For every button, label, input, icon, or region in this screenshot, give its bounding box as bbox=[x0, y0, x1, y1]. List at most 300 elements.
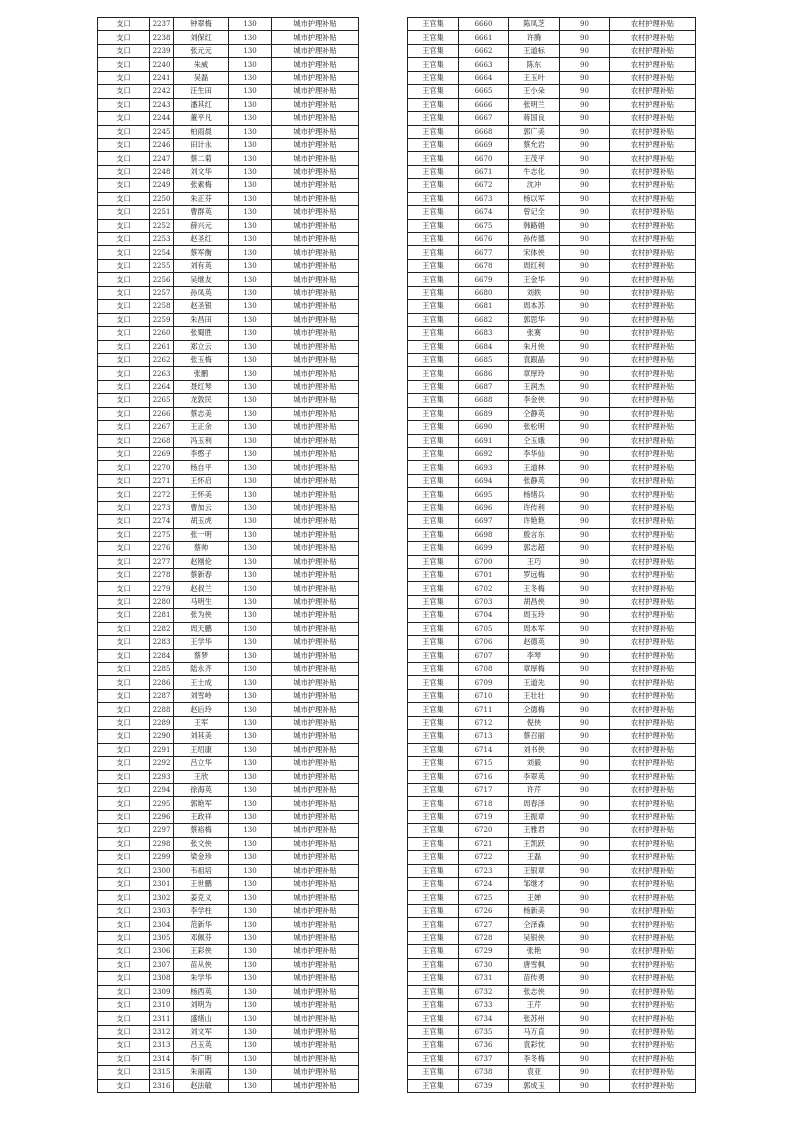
village-cell: 王官集 bbox=[408, 152, 459, 165]
serial-number-cell: 2310 bbox=[150, 998, 174, 1011]
amount-cell: 130 bbox=[229, 824, 272, 837]
amount-cell: 130 bbox=[229, 206, 272, 219]
amount-cell: 130 bbox=[229, 945, 272, 958]
table-row bbox=[98, 972, 359, 985]
subsidy-type-cell: 农村护理补贴 bbox=[610, 394, 696, 407]
village-cell: 支口 bbox=[98, 582, 150, 595]
name-cell: 朱丽霞 bbox=[174, 1066, 229, 1079]
subsidy-type-cell: 农村护理补贴 bbox=[610, 891, 696, 904]
subsidy-type-cell: 农村护理补贴 bbox=[610, 259, 696, 272]
subsidy-type-cell: 城市护理补贴 bbox=[272, 273, 359, 286]
amount-cell: 90 bbox=[560, 394, 610, 407]
subsidy-type-cell: 城市护理补贴 bbox=[272, 730, 359, 743]
subsidy-type-cell: 农村护理补贴 bbox=[610, 125, 696, 138]
subsidy-type-cell: 农村护理补贴 bbox=[610, 864, 696, 877]
table-row bbox=[98, 327, 359, 340]
name-cell: 马万直 bbox=[509, 1025, 560, 1038]
amount-cell: 90 bbox=[560, 421, 610, 434]
name-cell: 许艳艳 bbox=[509, 515, 560, 528]
amount-cell: 130 bbox=[229, 1039, 272, 1052]
name-cell: 陈凤芝 bbox=[509, 18, 560, 31]
subsidy-type-cell: 城市护理补贴 bbox=[272, 878, 359, 891]
serial-number-cell: 2315 bbox=[150, 1066, 174, 1079]
table-row bbox=[98, 58, 359, 71]
village-cell: 王官集 bbox=[408, 407, 459, 420]
serial-number-cell: 2299 bbox=[150, 851, 174, 864]
village-cell: 支口 bbox=[98, 1025, 150, 1038]
name-cell: 王振章 bbox=[509, 810, 560, 823]
amount-cell: 130 bbox=[229, 1025, 272, 1038]
amount-cell: 90 bbox=[560, 985, 610, 998]
village-cell: 王官集 bbox=[408, 300, 459, 313]
village-cell: 王官集 bbox=[408, 622, 459, 635]
village-cell: 王官集 bbox=[408, 44, 459, 57]
subsidy-type-cell: 城市护理补贴 bbox=[272, 501, 359, 514]
subsidy-type-cell: 农村护理补贴 bbox=[610, 730, 696, 743]
subsidy-type-cell: 城市护理补贴 bbox=[272, 582, 359, 595]
subsidy-type-cell: 城市护理补贴 bbox=[272, 1025, 359, 1038]
table-row bbox=[98, 273, 359, 286]
subsidy-type-cell: 农村护理补贴 bbox=[610, 1066, 696, 1079]
amount-cell: 90 bbox=[560, 730, 610, 743]
subsidy-type-cell: 城市护理补贴 bbox=[272, 138, 359, 151]
amount-cell: 130 bbox=[229, 340, 272, 353]
subsidy-type-cell: 农村护理补贴 bbox=[610, 58, 696, 71]
name-cell: 赵圣银 bbox=[174, 300, 229, 313]
village-cell: 支口 bbox=[98, 206, 150, 219]
subsidy-type-cell: 城市护理补贴 bbox=[272, 945, 359, 958]
amount-cell: 90 bbox=[560, 891, 610, 904]
village-cell: 支口 bbox=[98, 165, 150, 178]
amount-cell: 130 bbox=[229, 44, 272, 57]
name-cell: 周玉玲 bbox=[509, 609, 560, 622]
name-cell: 张苏州 bbox=[509, 1012, 560, 1025]
name-cell: 王雅君 bbox=[509, 824, 560, 837]
serial-number-cell: 2288 bbox=[150, 703, 174, 716]
table-row bbox=[408, 300, 696, 313]
village-cell: 王官集 bbox=[408, 165, 459, 178]
name-cell: 刘毅 bbox=[509, 757, 560, 770]
serial-number-cell: 6681 bbox=[459, 300, 509, 313]
subsidy-type-cell: 城市护理补贴 bbox=[272, 958, 359, 971]
name-cell: 张赛 bbox=[509, 327, 560, 340]
table-row bbox=[408, 636, 696, 649]
table-row bbox=[98, 837, 359, 850]
name-cell: 沈冲 bbox=[509, 179, 560, 192]
table-row bbox=[408, 515, 696, 528]
table-row bbox=[98, 542, 359, 555]
name-cell: 赵刚伦 bbox=[174, 555, 229, 568]
name-cell: 蒋国良 bbox=[509, 112, 560, 125]
village-cell: 支口 bbox=[98, 797, 150, 810]
table-row bbox=[98, 112, 359, 125]
subsidy-type-cell: 城市护理补贴 bbox=[272, 327, 359, 340]
serial-number-cell: 2303 bbox=[150, 904, 174, 917]
table-row bbox=[98, 138, 359, 151]
subsidy-type-cell: 城市护理补贴 bbox=[272, 259, 359, 272]
amount-cell: 130 bbox=[229, 394, 272, 407]
name-cell: 张为侠 bbox=[174, 609, 229, 622]
amount-cell: 130 bbox=[229, 152, 272, 165]
village-cell: 支口 bbox=[98, 985, 150, 998]
name-cell: 吴磊 bbox=[174, 71, 229, 84]
serial-number-cell: 2298 bbox=[150, 837, 174, 850]
subsidy-type-cell: 农村护理补贴 bbox=[610, 313, 696, 326]
name-cell: 张鹏 bbox=[174, 367, 229, 380]
table-row bbox=[98, 515, 359, 528]
table-row bbox=[98, 743, 359, 756]
serial-number-cell: 6690 bbox=[459, 421, 509, 434]
name-cell: 王金华 bbox=[509, 273, 560, 286]
table-row bbox=[98, 649, 359, 662]
name-cell: 章厚梅 bbox=[509, 663, 560, 676]
subsidy-type-cell: 农村护理补贴 bbox=[610, 609, 696, 622]
amount-cell: 90 bbox=[560, 1079, 610, 1092]
name-cell: 王政祥 bbox=[174, 810, 229, 823]
serial-number-cell: 6706 bbox=[459, 636, 509, 649]
name-cell: 赵圣红 bbox=[174, 233, 229, 246]
table-row bbox=[408, 1066, 696, 1079]
subsidy-type-cell: 城市护理补贴 bbox=[272, 743, 359, 756]
table-row bbox=[98, 233, 359, 246]
amount-cell: 130 bbox=[229, 609, 272, 622]
name-cell: 袁跟晶 bbox=[509, 353, 560, 366]
table-row bbox=[98, 703, 359, 716]
table-row bbox=[408, 945, 696, 958]
village-cell: 王官集 bbox=[408, 219, 459, 232]
subsidy-type-cell: 农村护理补贴 bbox=[610, 528, 696, 541]
serial-number-cell: 6685 bbox=[459, 353, 509, 366]
village-cell: 支口 bbox=[98, 219, 150, 232]
table-row bbox=[408, 931, 696, 944]
name-cell: 张艳 bbox=[509, 945, 560, 958]
village-cell: 王官集 bbox=[408, 488, 459, 501]
amount-cell: 130 bbox=[229, 730, 272, 743]
subsidy-type-cell: 农村护理补贴 bbox=[610, 246, 696, 259]
amount-cell: 90 bbox=[560, 125, 610, 138]
amount-cell: 130 bbox=[229, 528, 272, 541]
serial-number-cell: 6727 bbox=[459, 918, 509, 931]
serial-number-cell: 6662 bbox=[459, 44, 509, 57]
subsidy-type-cell: 农村护理补贴 bbox=[610, 1039, 696, 1052]
table-row bbox=[408, 998, 696, 1011]
amount-cell: 130 bbox=[229, 367, 272, 380]
subsidy-type-cell: 农村护理补贴 bbox=[610, 1052, 696, 1065]
subsidy-type-cell: 城市护理补贴 bbox=[272, 689, 359, 702]
subsidy-type-cell: 城市护理补贴 bbox=[272, 797, 359, 810]
serial-number-cell: 2305 bbox=[150, 931, 174, 944]
amount-cell: 130 bbox=[229, 904, 272, 917]
name-cell: 蔡军衡 bbox=[174, 246, 229, 259]
table-row bbox=[408, 488, 696, 501]
table-row bbox=[98, 1025, 359, 1038]
village-cell: 王官集 bbox=[408, 179, 459, 192]
name-cell: 张一明 bbox=[174, 528, 229, 541]
subsidy-type-cell: 城市护理补贴 bbox=[272, 918, 359, 931]
table-row bbox=[98, 958, 359, 971]
serial-number-cell: 6679 bbox=[459, 273, 509, 286]
subsidy-type-cell: 城市护理补贴 bbox=[272, 1079, 359, 1092]
subsidy-type-cell: 农村护理补贴 bbox=[610, 622, 696, 635]
name-cell: 郑立云 bbox=[174, 340, 229, 353]
name-cell: 王润杰 bbox=[509, 380, 560, 393]
table-body-left bbox=[98, 18, 359, 1093]
amount-cell: 130 bbox=[229, 931, 272, 944]
serial-number-cell: 2263 bbox=[150, 367, 174, 380]
amount-cell: 90 bbox=[560, 1052, 610, 1065]
subsidy-type-cell: 城市护理补贴 bbox=[272, 904, 359, 917]
name-cell: 许传利 bbox=[509, 501, 560, 514]
name-cell: 王冬梅 bbox=[509, 582, 560, 595]
village-cell: 支口 bbox=[98, 327, 150, 340]
table-row bbox=[408, 179, 696, 192]
serial-number-cell: 6683 bbox=[459, 327, 509, 340]
amount-cell: 130 bbox=[229, 542, 272, 555]
table-row bbox=[408, 165, 696, 178]
serial-number-cell: 2275 bbox=[150, 528, 174, 541]
amount-cell: 130 bbox=[229, 998, 272, 1011]
amount-cell: 90 bbox=[560, 716, 610, 729]
village-cell: 支口 bbox=[98, 810, 150, 823]
serial-number-cell: 2253 bbox=[150, 233, 174, 246]
amount-cell: 130 bbox=[229, 138, 272, 151]
subsidy-type-cell: 城市护理补贴 bbox=[272, 636, 359, 649]
table-row bbox=[98, 609, 359, 622]
name-cell: 王小朵 bbox=[509, 85, 560, 98]
serial-number-cell: 6702 bbox=[459, 582, 509, 595]
table-row bbox=[98, 259, 359, 272]
amount-cell: 130 bbox=[229, 313, 272, 326]
subsidy-type-cell: 农村护理补贴 bbox=[610, 434, 696, 447]
name-cell: 仝玉娥 bbox=[509, 434, 560, 447]
table-row bbox=[98, 98, 359, 111]
subsidy-type-cell: 农村护理补贴 bbox=[610, 286, 696, 299]
name-cell: 张素梅 bbox=[174, 179, 229, 192]
village-cell: 王官集 bbox=[408, 649, 459, 662]
amount-cell: 90 bbox=[560, 246, 610, 259]
table-row bbox=[98, 851, 359, 864]
serial-number-cell: 2296 bbox=[150, 810, 174, 823]
serial-number-cell: 6669 bbox=[459, 138, 509, 151]
amount-cell: 90 bbox=[560, 44, 610, 57]
table-row bbox=[98, 783, 359, 796]
amount-cell: 130 bbox=[229, 716, 272, 729]
subsidy-type-cell: 城市护理补贴 bbox=[272, 972, 359, 985]
village-cell: 支口 bbox=[98, 918, 150, 931]
serial-number-cell: 2278 bbox=[150, 568, 174, 581]
amount-cell: 90 bbox=[560, 998, 610, 1011]
village-cell: 王官集 bbox=[408, 367, 459, 380]
table-row bbox=[98, 716, 359, 729]
serial-number-cell: 6697 bbox=[459, 515, 509, 528]
village-cell: 王官集 bbox=[408, 797, 459, 810]
amount-cell: 130 bbox=[229, 555, 272, 568]
amount-cell: 90 bbox=[560, 783, 610, 796]
table-row bbox=[408, 1025, 696, 1038]
table-row bbox=[408, 985, 696, 998]
table-row bbox=[408, 783, 696, 796]
amount-cell: 90 bbox=[560, 327, 610, 340]
table-row bbox=[408, 434, 696, 447]
amount-cell: 90 bbox=[560, 31, 610, 44]
serial-number-cell: 6716 bbox=[459, 770, 509, 783]
table-row bbox=[98, 797, 359, 810]
table-body-right bbox=[408, 18, 696, 1093]
subsidy-type-cell: 城市护理补贴 bbox=[272, 407, 359, 420]
village-cell: 王官集 bbox=[408, 595, 459, 608]
name-cell: 刘雪岭 bbox=[174, 689, 229, 702]
amount-cell: 130 bbox=[229, 582, 272, 595]
table-row bbox=[98, 501, 359, 514]
serial-number-cell: 2284 bbox=[150, 649, 174, 662]
village-cell: 支口 bbox=[98, 98, 150, 111]
serial-number-cell: 2276 bbox=[150, 542, 174, 555]
village-cell: 支口 bbox=[98, 891, 150, 904]
serial-number-cell: 2292 bbox=[150, 757, 174, 770]
subsidy-type-cell: 农村护理补贴 bbox=[610, 851, 696, 864]
table-row bbox=[98, 461, 359, 474]
serial-number-cell: 6712 bbox=[459, 716, 509, 729]
table-row bbox=[98, 931, 359, 944]
table-row bbox=[98, 353, 359, 366]
name-cell: 曹加云 bbox=[174, 501, 229, 514]
name-cell: 李憨子 bbox=[174, 448, 229, 461]
serial-number-cell: 2267 bbox=[150, 421, 174, 434]
subsidy-type-cell: 农村护理补贴 bbox=[610, 421, 696, 434]
village-cell: 支口 bbox=[98, 273, 150, 286]
serial-number-cell: 2238 bbox=[150, 31, 174, 44]
village-cell: 王官集 bbox=[408, 1025, 459, 1038]
name-cell: 朱威 bbox=[174, 58, 229, 71]
village-cell: 支口 bbox=[98, 622, 150, 635]
name-cell: 王军 bbox=[174, 716, 229, 729]
name-cell: 张明兰 bbox=[509, 98, 560, 111]
table-row bbox=[408, 233, 696, 246]
serial-number-cell: 2270 bbox=[150, 461, 174, 474]
subsidy-type-cell: 城市护理补贴 bbox=[272, 125, 359, 138]
village-cell: 王官集 bbox=[408, 757, 459, 770]
village-cell: 支口 bbox=[98, 461, 150, 474]
name-cell: 朱正芬 bbox=[174, 192, 229, 205]
serial-number-cell: 6686 bbox=[459, 367, 509, 380]
amount-cell: 90 bbox=[560, 286, 610, 299]
table-row bbox=[408, 1052, 696, 1065]
serial-number-cell: 6721 bbox=[459, 837, 509, 850]
subsidy-type-cell: 城市护理补贴 bbox=[272, 824, 359, 837]
amount-cell: 90 bbox=[560, 85, 610, 98]
amount-cell: 130 bbox=[229, 488, 272, 501]
serial-number-cell: 6732 bbox=[459, 985, 509, 998]
village-cell: 王官集 bbox=[408, 730, 459, 743]
table-row bbox=[408, 327, 696, 340]
village-cell: 王官集 bbox=[408, 246, 459, 259]
serial-number-cell: 6682 bbox=[459, 313, 509, 326]
serial-number-cell: 2244 bbox=[150, 112, 174, 125]
village-cell: 王官集 bbox=[408, 636, 459, 649]
table-row bbox=[408, 474, 696, 487]
village-cell: 王官集 bbox=[408, 233, 459, 246]
village-cell: 王官集 bbox=[408, 568, 459, 581]
subsidy-type-cell: 农村护理补贴 bbox=[610, 192, 696, 205]
subsidy-type-cell: 农村护理补贴 bbox=[610, 474, 696, 487]
serial-number-cell: 6709 bbox=[459, 676, 509, 689]
name-cell: 王彩侠 bbox=[174, 945, 229, 958]
subsidy-type-cell: 农村护理补贴 bbox=[610, 931, 696, 944]
name-cell: 张静英 bbox=[509, 474, 560, 487]
serial-number-cell: 6694 bbox=[459, 474, 509, 487]
table-row bbox=[408, 461, 696, 474]
table-row bbox=[98, 44, 359, 57]
amount-cell: 90 bbox=[560, 904, 610, 917]
name-cell: 朱学华 bbox=[174, 972, 229, 985]
amount-cell: 90 bbox=[560, 367, 610, 380]
table-row bbox=[408, 797, 696, 810]
amount-cell: 130 bbox=[229, 972, 272, 985]
amount-cell: 90 bbox=[560, 340, 610, 353]
amount-cell: 130 bbox=[229, 851, 272, 864]
table-row bbox=[408, 703, 696, 716]
serial-number-cell: 6730 bbox=[459, 958, 509, 971]
village-cell: 王官集 bbox=[408, 542, 459, 555]
subsidy-type-cell: 城市护理补贴 bbox=[272, 931, 359, 944]
serial-number-cell: 2285 bbox=[150, 663, 174, 676]
amount-cell: 130 bbox=[229, 1079, 272, 1092]
amount-cell: 90 bbox=[560, 259, 610, 272]
village-cell: 王官集 bbox=[408, 98, 459, 111]
table-row bbox=[408, 407, 696, 420]
subsidy-type-cell: 城市护理补贴 bbox=[272, 515, 359, 528]
table-row bbox=[98, 555, 359, 568]
subsidy-type-cell: 城市护理补贴 bbox=[272, 233, 359, 246]
subsidy-type-cell: 农村护理补贴 bbox=[610, 878, 696, 891]
name-cell: 刘文军 bbox=[174, 1025, 229, 1038]
table-row bbox=[98, 219, 359, 232]
amount-cell: 90 bbox=[560, 958, 610, 971]
name-cell: 郭思华 bbox=[509, 313, 560, 326]
serial-number-cell: 6715 bbox=[459, 757, 509, 770]
name-cell: 刘保红 bbox=[174, 31, 229, 44]
village-cell: 支口 bbox=[98, 192, 150, 205]
subsidy-type-cell: 城市护理补贴 bbox=[272, 488, 359, 501]
amount-cell: 130 bbox=[229, 448, 272, 461]
table-row bbox=[408, 837, 696, 850]
serial-number-cell: 2281 bbox=[150, 609, 174, 622]
village-cell: 王官集 bbox=[408, 555, 459, 568]
subsidy-type-cell: 农村护理补贴 bbox=[610, 327, 696, 340]
serial-number-cell: 6739 bbox=[459, 1079, 509, 1092]
table-row bbox=[98, 421, 359, 434]
name-cell: 马明生 bbox=[174, 595, 229, 608]
amount-cell: 90 bbox=[560, 636, 610, 649]
amount-cell: 130 bbox=[229, 474, 272, 487]
table-row bbox=[408, 152, 696, 165]
table-row bbox=[98, 206, 359, 219]
village-cell: 支口 bbox=[98, 300, 150, 313]
subsidy-type-cell: 农村护理补贴 bbox=[610, 676, 696, 689]
village-cell: 王官集 bbox=[408, 501, 459, 514]
subsidy-type-cell: 城市护理补贴 bbox=[272, 286, 359, 299]
village-cell: 支口 bbox=[98, 542, 150, 555]
table-row bbox=[408, 582, 696, 595]
amount-cell: 130 bbox=[229, 380, 272, 393]
amount-cell: 130 bbox=[229, 327, 272, 340]
table-row bbox=[98, 448, 359, 461]
name-cell: 聂红琴 bbox=[174, 380, 229, 393]
name-cell: 胡昌侠 bbox=[509, 595, 560, 608]
village-cell: 支口 bbox=[98, 716, 150, 729]
village-cell: 支口 bbox=[98, 58, 150, 71]
village-cell: 王官集 bbox=[408, 286, 459, 299]
